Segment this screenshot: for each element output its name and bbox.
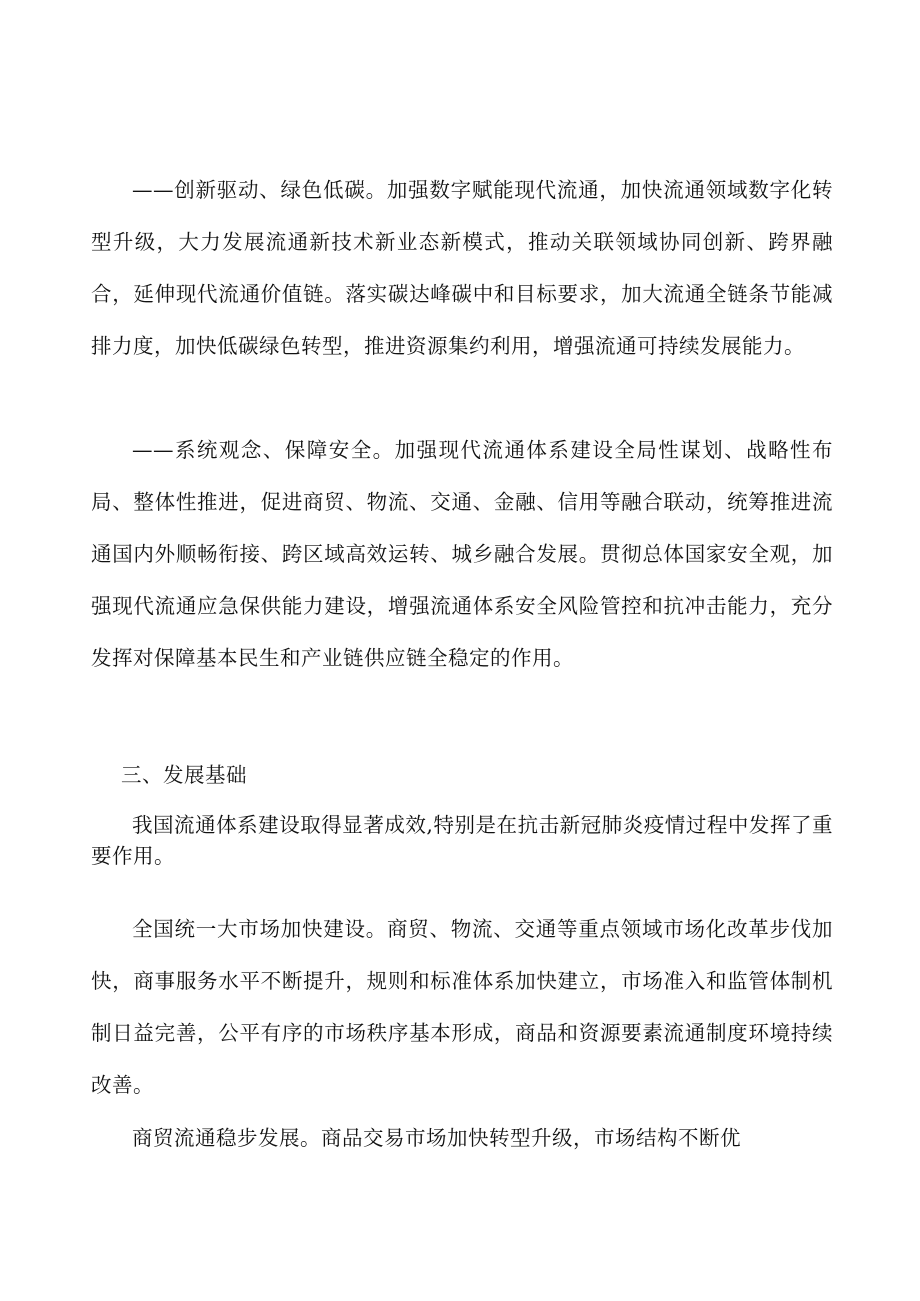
section-heading: 三、发展基础 (121, 763, 247, 787)
paragraph-unified-market: 全国统一大市场加快建设。商贸、物流、交通等重点领域市场化改革步伐加快，商事服务水平不断提升，规则和标准体系加快建立，市场准入和监管体制机制日益完善，公平有序的市场秩序基本形成，商品和资源要素流通制度环境持续改善。 (91, 917, 833, 1097)
paragraph-system-security: ——系统观念、保障安全。加强现代流通体系建设全局性谋划、战略性布局、整体性推进，促进商贸、物流、交通、金融、信用等融合联动，统筹推进流通国内外顺畅衔接、跨区域高效运转、城乡融合发展。贯彻总体国家安全观，加强现代流通应急保供能力建设，增强流通体系安全风险管控和抗冲击能力，充分发挥对保障基本民生和产业链供应链全稳定的作用。 (91, 438, 833, 670)
paragraph-achievements-intro: 我国流通体系建设取得显著成效,特别是在抗击新冠肺炎疫情过程中发挥了重要作用。 (91, 813, 833, 868)
paragraph-commerce-circulation: 商贸流通稳步发展。商品交易市场加快转型升级，市场结构不断优 (132, 1126, 741, 1150)
paragraph-innovation-green: ——创新驱动、绿色低碳。加强数字赋能现代流通，加快流通领域数字化转型升级，大力发展流通新技术新业态新模式，推动关联领域协同创新、跨界融合，延伸现代流通价值链。落实碳达峰碳中和目标要求，加大流通全链条节能减排力度，加快低碳绿色转型，推进资源集约利用，增强流通可持续发展能力。 (91, 178, 833, 358)
